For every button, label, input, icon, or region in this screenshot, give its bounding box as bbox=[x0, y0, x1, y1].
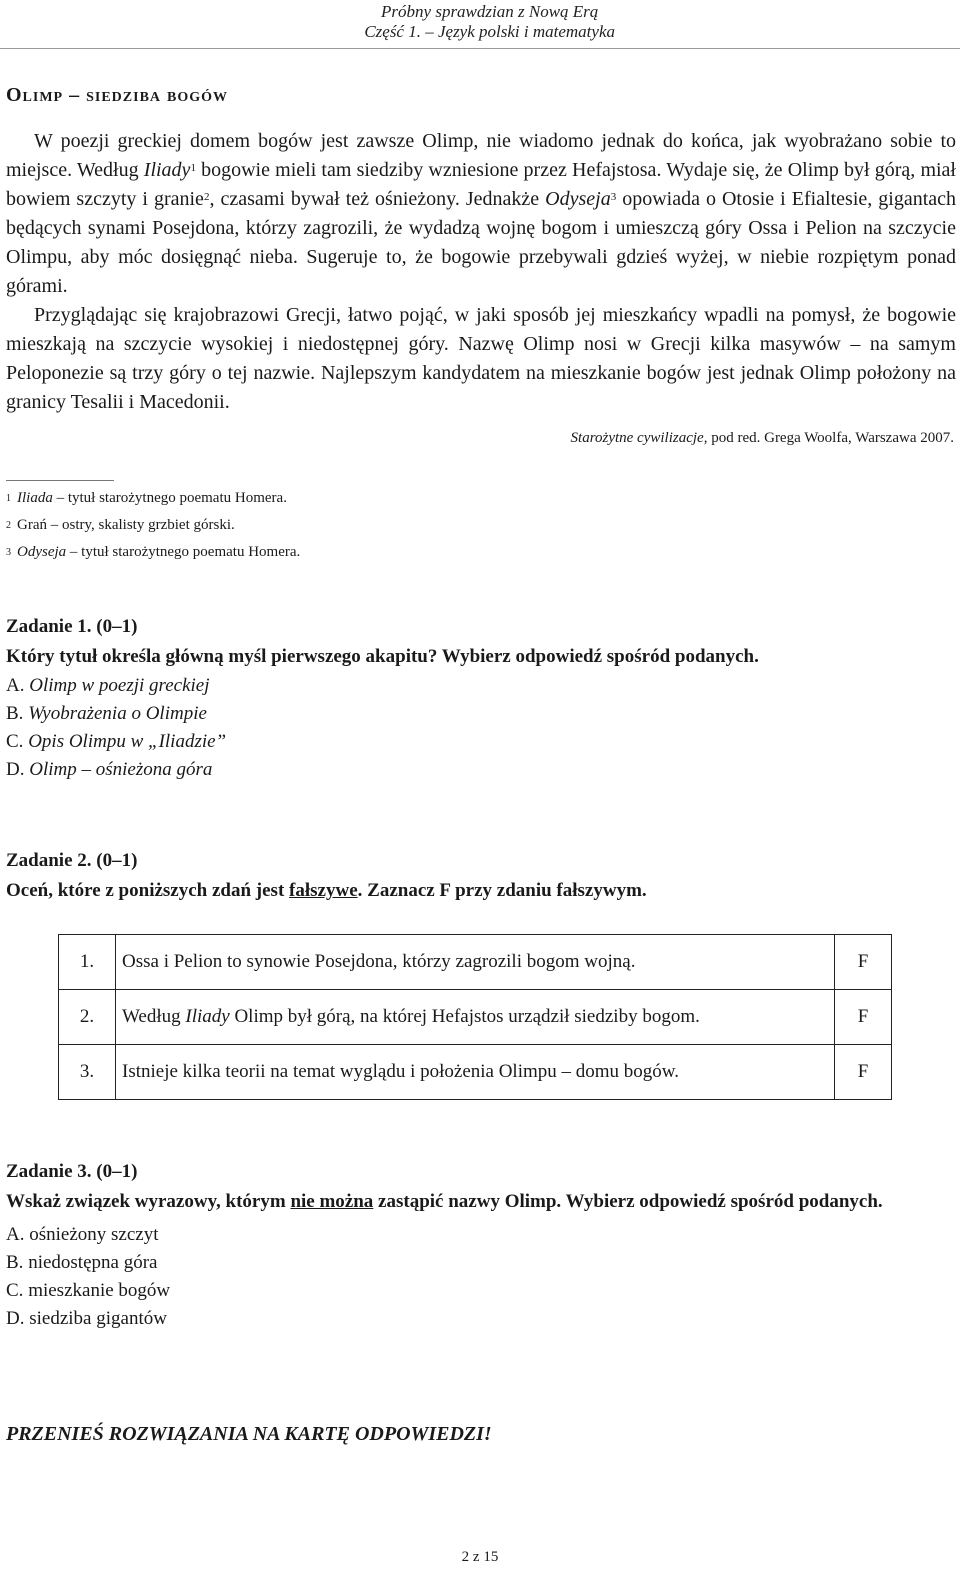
footnote-text: – tytuł starożytnego poematu Homera. bbox=[52, 490, 287, 506]
option-letter: B. bbox=[6, 703, 24, 724]
footnote-text: – tytuł starożytnego poematu Homera. bbox=[66, 544, 301, 560]
statement-cell bbox=[116, 990, 835, 1045]
footnote-ref-3: 3 bbox=[610, 191, 617, 203]
source-citation bbox=[571, 430, 954, 447]
statement-text: Ossa i Pelion to synowie Posejdona, którzy zagrozili bogom wojną. bbox=[122, 951, 636, 972]
option-letter: A. bbox=[6, 1224, 25, 1245]
option-text: siedziba gigantów bbox=[29, 1308, 167, 1329]
passage-paragraph-2: Przyglądając się krajobrazowi Grecji, łatwo pojąć, w jaki sposób jej mieszkańcy wpadli na pomysł, że bogowie mieszkają na szczycie wysokiej i niedostępnej góry. Nazwę Olimp nosi w Grecji kilka masywów – na samym Peloponezie są trzy góry o tej nazwie. Najlepszym kandydatem na mieszkanie bogów jest jednak Olimp położony na granicy Tesalii i Macedonii. bbox=[6, 304, 956, 413]
footnote-number: 3 bbox=[6, 547, 11, 558]
row-number: 1. bbox=[59, 935, 116, 990]
question-emphasis: nie można bbox=[290, 1191, 374, 1212]
footnote-text: Grań – ostry, skalisty grzbiet górski. bbox=[17, 517, 235, 533]
footnote-number: 2 bbox=[6, 520, 11, 531]
false-mark-cell[interactable]: F bbox=[835, 1045, 892, 1100]
task-1-heading: Zadanie 1. (0–1) bbox=[6, 616, 138, 637]
statement-cell bbox=[116, 1045, 835, 1100]
reading-passage bbox=[6, 127, 956, 417]
option-letter: D. bbox=[6, 1308, 25, 1329]
true-false-table bbox=[58, 934, 892, 1100]
row-number: 3. bbox=[59, 1045, 116, 1100]
question-emphasis: fałszywe bbox=[289, 880, 358, 901]
footnote-ref-1: 1 bbox=[190, 162, 196, 174]
page-header bbox=[364, 2, 615, 42]
option-text: Opis Olimpu w „Iliadzie” bbox=[28, 731, 227, 752]
title-odyseja: Odyseja bbox=[545, 188, 611, 210]
task-3-option-a[interactable] bbox=[6, 1221, 956, 1249]
task-3-option-c[interactable] bbox=[6, 1277, 956, 1305]
source-title: Starożytne cywilizacje bbox=[570, 430, 704, 446]
passage-text: opowiada o Otosie i Efialtesie, gigantach będących synami Posejdona, którzy zagrozili, że wydadzą wojnę bogom i umieszczą góry Ossa i Pelion na szczycie Olimpu, aby móc dosięgnąć nieba. Sugeruje to, że bogowie przebywali gdzieś wyżej, w niebie rozpiętym ponad górami. bbox=[6, 188, 957, 297]
option-text: Olimp w poezji greckiej bbox=[29, 675, 210, 696]
header-line-1: Próbny sprawdzian z Nową Erą bbox=[381, 2, 599, 21]
row-number: 2. bbox=[59, 990, 116, 1045]
question-text: . Zaznacz F przy zdaniu fałszywym. bbox=[357, 880, 647, 901]
task-1-option-b[interactable] bbox=[6, 700, 956, 728]
footnote-number: 1 bbox=[6, 493, 11, 504]
statement-italic: Iliady bbox=[185, 1006, 230, 1027]
title-iliady: Iliady bbox=[143, 159, 191, 181]
task-2-question bbox=[6, 876, 956, 906]
table-row bbox=[59, 1045, 892, 1100]
task-3 bbox=[6, 1157, 956, 1333]
option-letter: B. bbox=[6, 1252, 24, 1273]
option-text: niedostępna góra bbox=[28, 1252, 158, 1273]
statement-cell bbox=[116, 935, 835, 990]
task-1-option-c[interactable] bbox=[6, 728, 956, 756]
task-2 bbox=[6, 846, 956, 906]
header-line-2: Część 1. – Język polski i matematyka bbox=[364, 22, 615, 41]
footnote-2 bbox=[6, 512, 300, 539]
option-text: ośnieżony szczyt bbox=[29, 1224, 159, 1245]
task-1-question: Który tytuł określa główną myśl pierwszego akapitu? Wybierz odpowiedź spośród podanych. bbox=[6, 646, 759, 667]
statement-text: Według bbox=[122, 1006, 186, 1027]
table-row bbox=[59, 990, 892, 1045]
passage-text: W poezji greckiej domem bogów jest zawsze Olimp, nie wiadomo jednak do końca, jak wyobrażano sobie to miejsce. Według bbox=[6, 130, 956, 181]
footnote-term: Odyseja bbox=[17, 544, 67, 560]
false-mark-cell[interactable]: F bbox=[835, 935, 892, 990]
false-mark-cell[interactable]: F bbox=[835, 990, 892, 1045]
question-text: Oceń, które z poniższych zdań jest bbox=[6, 880, 290, 901]
statement-text: Olimp był górą, na której Hefajstos urządził siedziby bogom. bbox=[229, 1006, 700, 1027]
task-1 bbox=[6, 612, 956, 784]
task-3-question bbox=[6, 1187, 956, 1217]
page-number: 2 z 15 bbox=[461, 1549, 499, 1565]
option-text: Olimp – ośnieżona góra bbox=[29, 759, 213, 780]
question-text: Wskaż związek wyrazowy, którym bbox=[6, 1191, 291, 1212]
task-3-heading: Zadanie 3. (0–1) bbox=[6, 1161, 138, 1182]
footnote-term: Iliada bbox=[17, 490, 53, 506]
table-row bbox=[59, 935, 892, 990]
task-3-option-b[interactable] bbox=[6, 1249, 956, 1277]
footnote-3 bbox=[6, 539, 300, 566]
question-text: zastąpić nazwy Olimp. Wybierz odpowiedź spośród podanych. bbox=[373, 1191, 883, 1212]
footnote-ref-2: 2 bbox=[203, 191, 210, 203]
footnotes bbox=[6, 485, 300, 566]
passage-text: , czasami bywał też ośnieżony. Jednakże bbox=[209, 188, 546, 210]
option-letter: C. bbox=[6, 731, 24, 752]
option-letter: A. bbox=[6, 675, 25, 696]
footnote-divider bbox=[6, 480, 114, 481]
task-3-option-d[interactable] bbox=[6, 1305, 956, 1333]
footnote-1 bbox=[6, 485, 300, 512]
source-details: , pod red. Grega Woolfa, Warszawa 2007. bbox=[703, 430, 954, 446]
option-text: mieszkanie bogów bbox=[28, 1280, 171, 1301]
header-divider bbox=[0, 48, 960, 49]
option-letter: C. bbox=[6, 1280, 24, 1301]
option-letter: D. bbox=[6, 759, 25, 780]
task-1-option-d[interactable] bbox=[6, 756, 956, 784]
task-1-option-a[interactable] bbox=[6, 672, 956, 700]
option-text: Wyobrażenia o Olimpie bbox=[28, 703, 207, 724]
task-2-heading: Zadanie 2. (0–1) bbox=[6, 850, 138, 871]
passage-text: bogowie mieli tam siedziby wzniesione przez Hefajstosa. Wydaje się, że Olimp był górą, miał bowiem szczyty i granie bbox=[6, 159, 956, 210]
final-instruction: PRZENIEŚ ROZWIĄZANIA NA KARTĘ ODPOWIEDZI! bbox=[6, 1423, 492, 1445]
statement-text: Istnieje kilka teorii na temat wyglądu i położenia Olimpu – domu bogów. bbox=[122, 1061, 680, 1082]
passage-paragraph-1 bbox=[6, 127, 956, 301]
section-title: Olimp – siedziba bogów bbox=[6, 84, 229, 106]
